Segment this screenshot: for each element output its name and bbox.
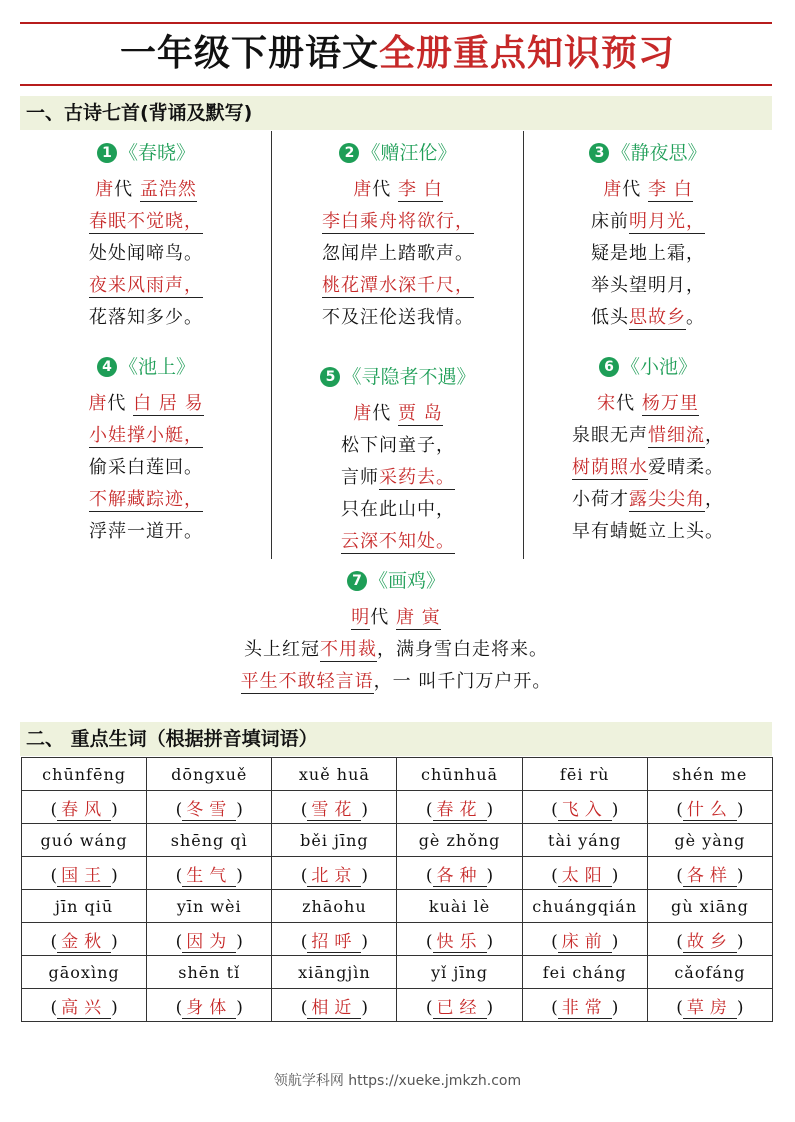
open-paren: (	[676, 865, 683, 886]
poem-line: 浮萍一道开。	[89, 521, 203, 542]
close-paren: )	[111, 931, 118, 952]
close-paren: )	[611, 997, 619, 1018]
poem-line: 花落知多少。	[89, 307, 203, 328]
answer-cell	[397, 857, 522, 890]
pinyin-cell: shēn tǐ	[147, 956, 272, 989]
poem-title: 6 《小池》	[524, 352, 772, 382]
pinyin-cell: xuě huā	[272, 758, 397, 791]
poem-line: 云深不知处。	[341, 531, 455, 552]
poem-line: 言师采药去。	[341, 467, 455, 488]
open-paren: (	[50, 931, 58, 952]
open-paren: (	[175, 799, 183, 820]
answer-cell	[397, 791, 522, 824]
open-paren: (	[425, 799, 433, 820]
poem-chunxiao	[20, 138, 272, 334]
poem-chishang	[20, 352, 272, 548]
pinyin-cell: gāoxìng	[22, 956, 147, 989]
close-paren: )	[611, 865, 619, 886]
pinyin-cell: xiāngjìn	[272, 956, 397, 989]
poem-title: 2 《赠汪伦》	[272, 138, 524, 168]
open-paren: (	[551, 799, 558, 820]
top-rule	[20, 22, 772, 24]
answer-row	[22, 923, 773, 956]
pinyin-cell: fēi rù	[522, 758, 647, 791]
poem-author: 唐代 李 白	[353, 179, 443, 200]
pinyin-cell: gè zhǒng	[397, 824, 522, 857]
pinyin-cell: chūnfēng	[22, 758, 147, 791]
answer-word: 非常	[558, 998, 612, 1019]
poem-line: 早有蜻蜓立上头。	[572, 521, 724, 542]
answer-cell	[647, 923, 772, 956]
close-paren: )	[236, 997, 243, 1018]
pinyin-cell: běi jīng	[272, 824, 397, 857]
poem-author: 明代 唐 寅	[351, 607, 441, 628]
poem-line: 低头思故乡。	[591, 307, 705, 328]
open-paren: (	[676, 997, 683, 1018]
answer-cell	[147, 989, 272, 1022]
open-paren: (	[175, 931, 183, 952]
answer-word: 身体	[182, 998, 236, 1019]
number-badge-icon: 1	[97, 143, 117, 163]
answer-word: 床前	[558, 932, 612, 953]
answer-cell	[647, 791, 772, 824]
poem-title: 1 《春晓》	[20, 138, 272, 168]
close-paren: )	[361, 997, 369, 1018]
pinyin-cell: cǎofáng	[647, 956, 772, 989]
close-paren: )	[111, 997, 118, 1018]
number-badge-icon: 3	[589, 143, 609, 163]
open-paren: (	[300, 799, 308, 820]
open-paren: (	[50, 799, 58, 820]
answer-word: 国王	[57, 866, 111, 887]
pinyin-cell: guó wáng	[22, 824, 147, 857]
section-heading-words: 二、 重点生词（根据拼音填词语）	[20, 722, 772, 756]
poem-line: 平生不敢轻言语，一 叫千门万户开。	[240, 671, 552, 692]
number-badge-icon: 6	[599, 357, 619, 377]
answer-word: 太阳	[558, 866, 612, 887]
vocabulary-table	[21, 757, 773, 1022]
pinyin-cell: zhāohu	[272, 890, 397, 923]
poem-author: 唐代 孟浩然	[95, 179, 197, 200]
title-red-part: 全册重点知识预习	[379, 33, 676, 74]
answer-cell	[22, 923, 147, 956]
open-paren: (	[551, 997, 558, 1018]
open-paren: (	[676, 799, 683, 820]
answer-cell	[522, 989, 647, 1022]
number-badge-icon: 7	[347, 571, 367, 591]
poem-title: 7 《画鸡》	[20, 566, 772, 596]
poem-author: 唐代 白 居 易	[88, 393, 204, 414]
answer-word: 高兴	[57, 998, 111, 1019]
poem-author: 宋代 杨万里	[597, 393, 699, 414]
poem-title: 5 《寻隐者不遇》	[272, 362, 524, 392]
answer-word: 春风	[57, 800, 111, 821]
answer-cell	[522, 791, 647, 824]
answer-row	[22, 989, 773, 1022]
pinyin-cell: dōngxuě	[147, 758, 272, 791]
poem-title: 4 《池上》	[20, 352, 272, 382]
answer-word: 快乐	[433, 932, 487, 953]
open-paren: (	[300, 865, 308, 886]
open-paren: (	[50, 865, 58, 886]
open-paren: (	[50, 997, 58, 1018]
poem-zengwanglun	[272, 138, 524, 334]
answer-word: 春花	[433, 800, 487, 821]
answer-word: 各种	[433, 866, 487, 887]
open-paren: (	[175, 997, 183, 1018]
pinyin-row	[22, 956, 773, 989]
close-paren: )	[361, 931, 369, 952]
pinyin-row	[22, 758, 773, 791]
poem-line: 小荷才露尖尖角，	[572, 489, 724, 510]
answer-word: 因为	[182, 932, 236, 953]
answer-cell	[22, 791, 147, 824]
poem-title: 3 《静夜思》	[524, 138, 772, 168]
answer-word: 生气	[182, 866, 236, 887]
close-paren: )	[236, 865, 243, 886]
answer-word: 草房	[683, 998, 737, 1019]
answer-row	[22, 791, 773, 824]
answer-cell	[272, 923, 397, 956]
close-paren: )	[111, 799, 118, 820]
number-badge-icon: 2	[339, 143, 359, 163]
close-paren: )	[736, 865, 744, 886]
poem-line: 树荫照水爱晴柔。	[572, 457, 724, 478]
poem-jingyesi	[524, 138, 772, 334]
answer-cell	[522, 923, 647, 956]
pinyin-cell: yǐ jīng	[397, 956, 522, 989]
close-paren: )	[486, 931, 494, 952]
answer-row	[22, 857, 773, 890]
answer-word: 飞入	[558, 800, 612, 821]
pinyin-row	[22, 890, 773, 923]
answer-cell	[647, 989, 772, 1022]
answer-cell	[147, 791, 272, 824]
pinyin-cell: chūnhuā	[397, 758, 522, 791]
title-bottom-rule	[20, 84, 772, 86]
close-paren: )	[236, 931, 243, 952]
poem-line: 处处闻啼鸟。	[89, 243, 203, 264]
answer-cell	[272, 989, 397, 1022]
close-paren: )	[111, 865, 118, 886]
close-paren: )	[486, 799, 494, 820]
pinyin-row	[22, 824, 773, 857]
close-paren: )	[486, 997, 494, 1018]
answer-word: 招呼	[307, 932, 361, 953]
poem-line: 头上红冠不用裁，满身雪白走将来。	[244, 639, 548, 660]
section-heading-poems: 一、古诗七首(背诵及默写)	[20, 96, 772, 130]
answer-word: 什么	[683, 800, 737, 821]
open-paren: (	[425, 931, 433, 952]
open-paren: (	[551, 865, 558, 886]
answer-cell	[397, 923, 522, 956]
footer-watermark: 领航学科网 https://xueke.jmkzh.com	[273, 1073, 522, 1089]
poem-line: 疑是地上霜，	[591, 243, 705, 264]
pinyin-cell: shén me	[647, 758, 772, 791]
title-black-part: 一年级下册语文	[119, 33, 379, 74]
pinyin-cell: yīn wèi	[147, 890, 272, 923]
open-paren: (	[300, 997, 308, 1018]
answer-cell	[272, 857, 397, 890]
poem-line: 小娃撑小艇，	[89, 425, 203, 446]
poem-author: 唐代 贾 岛	[353, 403, 443, 424]
pinyin-cell: kuài lè	[397, 890, 522, 923]
answer-word: 相近	[307, 998, 361, 1019]
poem-line: 只在此山中，	[341, 499, 455, 520]
poem-line: 不及汪伦送我情。	[322, 307, 474, 328]
poem-line: 忽闻岸上踏歌声。	[322, 243, 474, 264]
close-paren: )	[611, 799, 619, 820]
close-paren: )	[736, 799, 744, 820]
poem-xunyinzhebuyu	[272, 362, 524, 558]
poem-author: 唐代 李 白	[603, 179, 693, 200]
close-paren: )	[486, 865, 494, 886]
number-badge-icon: 5	[320, 367, 340, 387]
answer-cell	[272, 791, 397, 824]
poem-line: 桃花潭水深千尺，	[322, 275, 474, 296]
poem-line: 偷采白莲回。	[89, 457, 203, 478]
answer-cell	[397, 989, 522, 1022]
open-paren: (	[175, 865, 183, 886]
answer-word: 雪花	[307, 800, 361, 821]
pinyin-cell: chuángqián	[522, 890, 647, 923]
open-paren: (	[551, 931, 558, 952]
poem-line: 泉眼无声惜细流，	[572, 425, 724, 446]
open-paren: (	[676, 931, 683, 952]
poem-line: 不解藏踪迹，	[89, 489, 203, 510]
answer-cell	[147, 857, 272, 890]
answer-word: 各样	[683, 866, 737, 887]
answer-cell	[522, 857, 647, 890]
poem-huaji	[20, 566, 772, 698]
close-paren: )	[361, 799, 369, 820]
answer-word: 冬雪	[182, 800, 236, 821]
answer-cell	[22, 857, 147, 890]
close-paren: )	[361, 865, 369, 886]
poem-line: 夜来风雨声，	[89, 275, 203, 296]
poem-line: 床前明月光，	[591, 211, 705, 232]
poem-xiaochi	[524, 352, 772, 548]
answer-cell	[22, 989, 147, 1022]
open-paren: (	[425, 865, 433, 886]
pinyin-cell: tài yáng	[522, 824, 647, 857]
number-badge-icon: 4	[97, 357, 117, 377]
pinyin-cell: gù xiāng	[647, 890, 772, 923]
close-paren: )	[736, 931, 744, 952]
close-paren: )	[236, 799, 243, 820]
page-title	[0, 30, 795, 78]
poem-line: 春眠不觉晓，	[89, 211, 203, 232]
close-paren: )	[611, 931, 619, 952]
answer-word: 已经	[433, 998, 487, 1019]
pinyin-cell: shēng qì	[147, 824, 272, 857]
answer-word: 金秋	[57, 932, 111, 953]
answer-word: 北京	[307, 866, 361, 887]
poem-line: 举头望明月，	[591, 275, 705, 296]
open-paren: (	[425, 997, 433, 1018]
poem-line: 李白乘舟将欲行，	[322, 211, 474, 232]
pinyin-cell: jīn qiū	[22, 890, 147, 923]
open-paren: (	[300, 931, 308, 952]
pinyin-cell: gè yàng	[647, 824, 772, 857]
poem-line: 松下问童子，	[341, 435, 455, 456]
pinyin-cell: fei cháng	[522, 956, 647, 989]
answer-cell	[647, 857, 772, 890]
answer-cell	[147, 923, 272, 956]
close-paren: )	[736, 997, 744, 1018]
answer-word: 故乡	[683, 932, 737, 953]
